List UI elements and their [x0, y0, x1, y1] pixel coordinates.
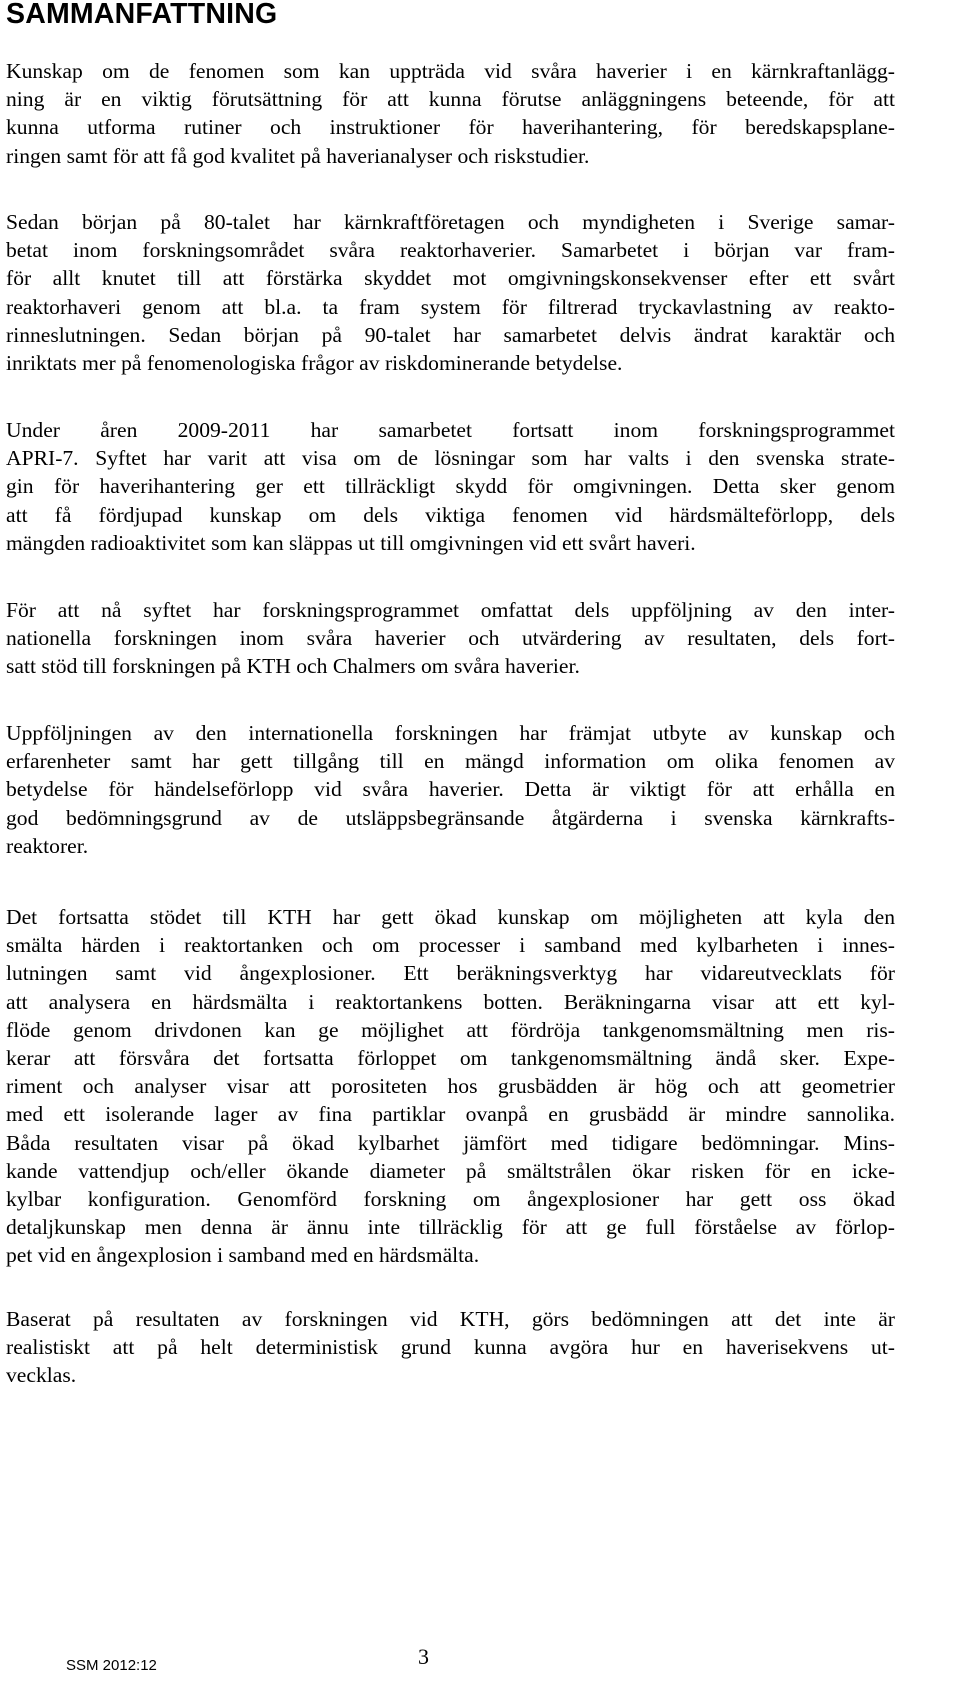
- text-line: Sedan början på 80-talet har kärnkraftföretagen och myndigheten i Sverige samar-: [6, 210, 895, 234]
- text-line: Det fortsatta stödet till KTH har gett ökad kunskap om möjligheten att kyla den: [6, 905, 895, 929]
- paragraph-3: [6, 416, 895, 557]
- text-line: kunna utforma rutiner och instruktioner för haverihantering, för beredskapsplane-: [6, 115, 895, 140]
- paragraph-6: [6, 903, 895, 1270]
- text-line: satt stöd till forskningen på KTH och Chalmers om svåra haverier.: [6, 654, 580, 679]
- text-line: APRI-7. Syftet har varit att visa om de lösningar som har valts i den svenska strate-: [6, 446, 895, 471]
- text-line: att analysera en härdsmälta i reaktortankens botten. Beräkningarna visar att ett kyl-: [6, 989, 895, 1014]
- text-line: reaktorhaveri genom att bl.a. ta fram system för filtrerad tryckavlastning av reakto-: [6, 294, 895, 319]
- text-line: god bedömningsgrund av de utsläppsbegränsande åtgärderna i svenska kärnkrafts-: [6, 805, 895, 830]
- text-line: reaktorer.: [6, 833, 89, 858]
- text-line: Kunskap om de fenomen som kan uppträda vid svåra haverier i en kärnkraftanlägg-: [6, 59, 895, 83]
- text-line: Båda resultaten visar på ökad kylbarhet jämfört med tidigare bedömningar. Mins-: [6, 1130, 895, 1155]
- text-line: kerar att försvåra det fortsatta förloppet om tankgenomsmältning ändå sker. Expe-: [6, 1046, 895, 1071]
- text-line: För att nå syftet har forskningsprogrammet omfattat dels uppföljning av den inter-: [6, 598, 895, 622]
- text-line: smälta härden i reaktortanken och om processer i samband med kylbarheten i innes-: [6, 933, 895, 958]
- text-line: ringen samt för att få god kvalitet på haverianalyser och riskstudier.: [6, 143, 590, 168]
- text-line: för allt knutet till att förstärka skyddet mot omgivningskonsekvenser efter ett svårt: [6, 266, 895, 291]
- section-heading: SAMMANFATTNING: [6, 0, 278, 30]
- text-line: erfarenheter samt har gett tillgång till en mängd information om olika fenomen av: [6, 749, 895, 774]
- text-line: betydelse för händelseförlopp vid svåra haverier. Detta är viktigt för att erhålla en: [6, 777, 895, 802]
- paragraph-7: [6, 1305, 895, 1390]
- text-line: realistiskt att på helt deterministisk grund kunna avgöra hur en haverisekvens ut-: [6, 1335, 895, 1360]
- text-line: ning är en viktig förutsättning för att kunna förutse anläggningens beteende, för att: [6, 87, 895, 112]
- text-line: kande vattendjup och/eller ökande diameter på smältstrålen ökar risken för en icke-: [6, 1158, 895, 1183]
- text-line: lutningen samt vid ångexplosioner. Ett beräkningsverktyg har vidareutvecklats för: [6, 961, 895, 986]
- text-line: Uppföljningen av den internationella forskningen har främjat utbyte av kunskap och: [6, 721, 895, 745]
- text-line: mängden radioaktivitet som kan släppas ut till omgivningen vid ett svårt haveri.: [6, 530, 696, 555]
- paragraph-5: [6, 719, 895, 860]
- text-line: vecklas.: [6, 1363, 77, 1388]
- text-line: flöde genom drivdonen kan ge möjlighet att fördröja tankgenomsmältning men ris-: [6, 1017, 895, 1042]
- text-line: kylbar konfiguration. Genomförd forskning om ångexplosioner har gett oss ökad: [6, 1187, 895, 1212]
- text-line: nationella forskningen inom svåra haverier och utvärdering av resultaten, dels fort-: [6, 626, 895, 651]
- text-line: riment och analyser visar att porositeten hos grusbädden är hög och att geometrier: [6, 1074, 895, 1099]
- text-line: rinneslutningen. Sedan början på 90-talet har samarbetet delvis ändrat karaktär och: [6, 322, 895, 347]
- text-line: Baserat på resultaten av forskningen vid KTH, görs bedömningen att det inte är: [6, 1307, 895, 1331]
- text-line: med ett isolerande lager av fina partiklar ovanpå en grusbädd är mindre sannolika.: [6, 1102, 895, 1127]
- paragraph-1: [6, 57, 895, 170]
- paragraph-2: [6, 208, 895, 377]
- text-line: betat inom forskningsområdet svåra reaktorhaverier. Samarbetet i början var fram-: [6, 238, 895, 263]
- footer-page-number: 3: [418, 1644, 429, 1669]
- text-line: Under åren 2009-2011 har samarbetet fortsatt inom forskningsprogrammet: [6, 418, 895, 442]
- text-line: att få fördjupad kunskap om dels viktiga fenomen vid härdsmälteförlopp, dels: [6, 502, 895, 527]
- paragraph-4: [6, 596, 895, 681]
- text-line: inriktats mer på fenomenologiska frågor av riskdominerande betydelse.: [6, 351, 623, 376]
- text-line: detaljkunskap men denna är ännu inte tillräcklig för att ge full förståelse av förlop-: [6, 1215, 895, 1240]
- text-line: pet vid en ångexplosion i samband med en härdsmälta.: [6, 1243, 480, 1268]
- text-line: gin för haverihantering ger ett tillräckligt skydd för omgivningen. Detta sker genom: [6, 474, 895, 499]
- footer-report-id: SSM 2012:12: [66, 1657, 157, 1674]
